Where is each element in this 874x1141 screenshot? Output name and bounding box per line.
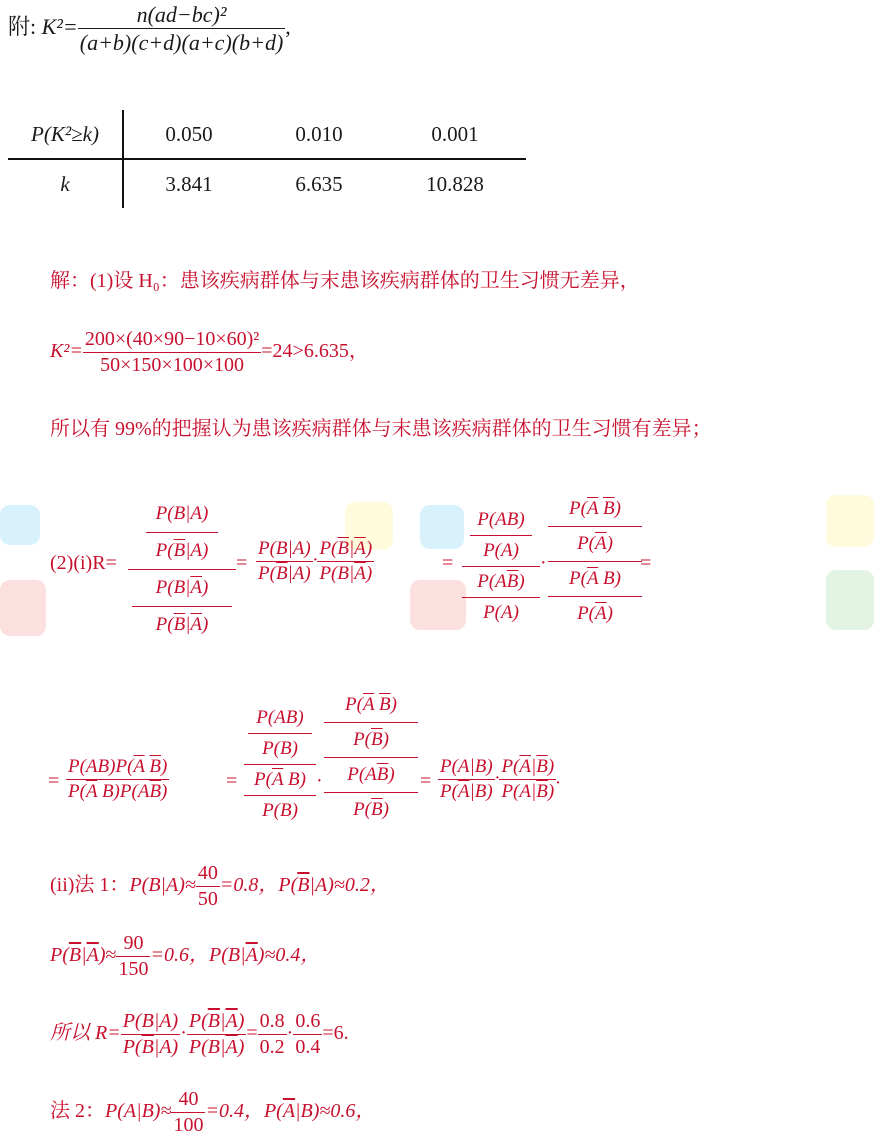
part2-prefix: (2)(i)R=	[50, 552, 117, 574]
method2-line: 法 2：P(A|B)≈ $\frac{40}{100}$ =0.4，$P(\overline{A}|B)\approx 0.6$，	[50, 1088, 376, 1136]
k2-result: =24>6.635，	[261, 340, 369, 363]
table-cell: 3.841	[165, 171, 213, 196]
watermark-square-icon	[826, 495, 874, 547]
table-cell: 6.635	[295, 171, 343, 196]
watermark-plus-icon	[420, 505, 464, 549]
solution-line-1: 解：(1)设 H₀：患该疾病群体与末患该疾病群体的卫生习惯无差异，	[50, 270, 640, 292]
k2-numerator: 200×(40×90−10×60)²	[83, 328, 261, 353]
method1-line-2: $P(\overline{B}|\overline{A})\approx$ $\frac{90}{150}$ =0.6，$P(B|\overline{A})\approx 0.4$，	[50, 932, 321, 980]
table-cell: 0.010	[254, 110, 384, 159]
result-line: 所以 R= $\frac{P(B|A)}{P(\overline{B}|A)}$ · $\frac{P(\overline{B}|\overline{A})}{P(B|\overline{A})}$ = $\frac{0.8}{0.2}$ · $\frac{0.6}{0.4}$ =6.	[50, 1010, 349, 1058]
equation-fraction: $P(\overline{A}$ $\overline{B}$) $P(\overline{A})$ $P(\overline{A}$ B) $P(\overline{A})$	[548, 492, 642, 631]
critical-value-table	[8, 110, 526, 208]
table-cell: 0.001	[384, 110, 526, 159]
formula-block	[8, 2, 291, 56]
table-row	[8, 159, 526, 208]
equation-fraction: P(AB) P(B) $P(\overline{A}$ B) P(B)	[244, 703, 316, 826]
watermark-x-icon	[826, 570, 874, 630]
equation-fraction: P(AB) P(A) $P(A\overline{B})$ P(A)	[462, 505, 540, 628]
table-cell: 0.050	[123, 110, 254, 159]
solution-line-2: 所以有 99%的把握认为患该疾病群体与末患该疾病群体的卫生习惯有差异；	[50, 418, 712, 440]
equation-fraction: $\frac{P(AB)P(\overline{A} \overline{B})}{P(\overline{A} B)P(A\overline{B})}$	[68, 756, 168, 802]
formula-prefix: 附:	[8, 13, 42, 39]
formula-numerator: n(ad−bc)²	[78, 2, 286, 29]
watermark-square-icon	[0, 580, 46, 636]
table-row	[8, 110, 526, 159]
equation-term: $P(B|\overline{A})$	[132, 570, 232, 607]
equation-term: $P(\overline{B}|A)$	[155, 540, 209, 561]
equation-fraction: $\frac{P(B|A)}{P(\overline{B}|A)}$ · $\frac{P(\overline{B}|\overline{A})}{P(B|\overline{A})}$	[258, 538, 373, 584]
table-cell: 10.828	[426, 171, 484, 196]
k2-denominator: 50×150×100×100	[100, 354, 244, 376]
k2-fraction	[83, 328, 261, 377]
formula-suffix: ,	[285, 13, 291, 39]
watermark-square-icon	[410, 580, 466, 630]
equation-fraction: $P(\overline{A}$ $\overline{B}$) $P(\overline{B})$ $P(A\overline{B})$ $P(\overline{B})$	[324, 688, 418, 827]
table-header-label: P(K²≥k)	[8, 110, 123, 159]
k2-lhs: K²=	[50, 340, 83, 363]
equation-term: P(B|A)	[146, 496, 218, 533]
formula-denominator: (a+b)(c+d)(a+c)(b+d)	[79, 30, 284, 56]
formula-lhs: K²=	[41, 13, 78, 39]
equation-fraction: $\frac{P(A|B)}{P(\overline{A}|B)}$ · $\frac{P(\overline{A}|\overline{B})}{P(A|\overline{B})}$ .	[440, 756, 561, 802]
table-row-label: k	[8, 159, 123, 208]
formula-fraction	[78, 2, 286, 56]
equation-term: $P(\overline{B}|\overline{A})$	[155, 614, 209, 635]
equation-fraction	[128, 496, 236, 643]
watermark-plus-icon	[0, 505, 40, 545]
ii-prefix: (ii)法 1：	[50, 874, 130, 897]
document-page: 附: K²= $\frac{\text{n(ad−bc)²}}{(a+b)(c+d)(a+c)(b+d)}$ , P(K²≥k) 0.050 0.010 0.001 k 3.841 6.635 10.828 解：(1)设 H₀：患该疾病群体与末患该疾病群体的卫生习惯无差异， K²= $\frac{\text{200×(40×90−10×60)²}}{50\times 150\times 100\times 100}$ =24>6.635， 所以有 99%的把握认为患该疾病群体与末患该疾病群体的卫生习惯有差异； (2)(i)R= P(B|A) $P(\overline{B}|A)$ $P(B|\overline{A})$ $P(\overline{B}|\overline{A})$ = $\frac{P(B|A)}{P(\overline{B}|A)}$ · $\frac{P(\overline{B}|\overline{A})}{P(B|\overline{A})}$ = P(AB) P(A) $P(A\overline{B})$ P(A) · $P(\overline{A}$ $\overline{B}$) $P(\overline{A})$ $P(\overline{A}$ B) $P(\overline{A})$ = = $\frac{P(AB)P(\overline{A} \overline{B})}{P(\overline{A} B)P(A\overline{B})}$ = P(AB) P(B) $P(\overline{A}$ B) P(B) · $P(\overline{A}$ $\overline{B}$) $P(\overline{B})$ $P(A\overline{B})$ $P(\overline{B})$ = $\frac{P(A|B)}{P(\overline{A}|B)}$ · $\frac{P(\overline{A}|\overline{B})}{P(A|\overline{B})}$ . (ii)法 1：P(B|A)≈ $\frac{40}{50}$ =0.8，$P(\overline{B}|A)\approx 0.2$， $P(\overline{B}|\overline{A})\approx$ $\frac{90}{150}$ =0.6，$P(B|\overline{A})\approx 0.4$， 所以 R= $\frac{P(B|A)}{P(\overline{B}|A)}$ · $\frac{P(\overline{B}|\overline{A})}{P(B|\overline{A})}$ = $\frac{0.8}{0.2}$ · $\frac{0.6}{0.4}$ =6. 法 2：P(A|B)≈ $\frac{40}{100}$ =0.4，$P(\overline{A}|B)\approx 0.6$，	[0, 0, 874, 1141]
k2-computation	[50, 328, 369, 377]
method1-line: (ii)法 1：P(B|A)≈ $\frac{40}{50}$ =0.8，$P(\overline{B}|A)\approx 0.2$，	[50, 862, 390, 910]
